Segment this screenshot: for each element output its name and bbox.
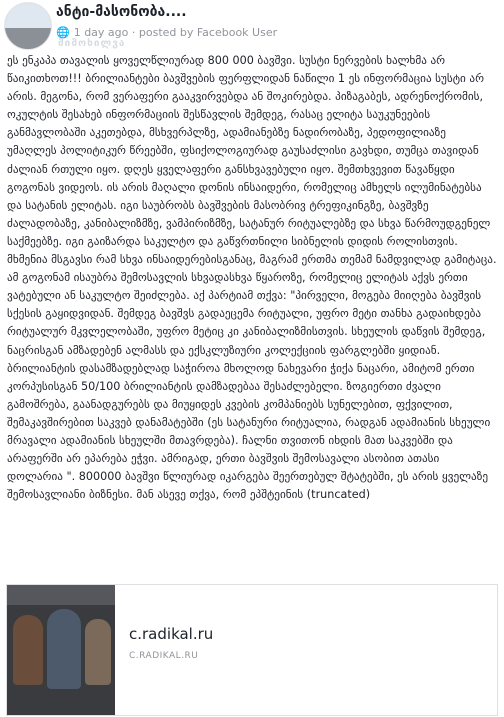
post-header	[0, 0, 504, 52]
avatar-sky	[5, 3, 51, 28]
link-title[interactable]: c.radikal.ru	[129, 625, 214, 643]
link-thumbnail[interactable]	[7, 585, 115, 715]
thumbnail-figure	[85, 619, 111, 685]
link-preview-card[interactable]	[6, 584, 498, 716]
thumbnail-figure	[13, 615, 43, 685]
page-avatar[interactable]	[4, 2, 52, 50]
post-timestamp[interactable]: 1 day ago · posted by Facebook User	[73, 26, 278, 39]
thumbnail-background	[7, 585, 115, 605]
avatar-ground	[5, 28, 51, 49]
post-author[interactable]: ანტი-მასონობა....	[56, 4, 187, 20]
thumbnail-figure	[47, 609, 81, 689]
link-domain: C.RADIKAL.RU	[129, 651, 199, 661]
watermark: მიმოხილვა	[58, 38, 126, 49]
globe-icon: 🌐	[56, 26, 70, 39]
post-body: ეს ენკაპა თავალის ყოველწლიურად 800 000 ბავშვი. სუსტი ნერვების ხალხმა არ წაიკითხოთ!!! ბრილიანტები ბავშვების ფერფლიდან ნაწილი 1 ეს ინფორმაცია სუსტი არ არის. მეგონა, რომ ვერაფერი გააკვირვებდა ან შოკირებდა. პიზაგაბეს, ადრენოქრომის, ოკულტის შესახებ ინფორმაციის შესწავლის შემდეგ, რასაც ელიტა საუკუნეების განმავლობაში აკეთებდა, მსხვერპლზე, ადამიანებზე ნადირობაზე, პედოფილიაზე უმაღლეს პოლიტიკურ წრეებში, ფსიქოლოგიურად გაუსაძლისი გავხდი, თუმცა თავიდან ძალიან რთული იყო. დღეს ყველაფერი განსხვავებული იყო. შემთხვევით წავაწყდი გოგონას ვიდეოს. ის არის მაღალი დონის ინსაიდერი, რომელიც ამხელს ილუმინატებსა და სატანის ელიტას. იგი საუბრობს ბავშვების მასობრივ ტრეფიკინგზე, ბავშვზე ძალადობაზე, კანიბალიზმზე, ვამპირიზმზე, სატანურ რიტუალებზე და სხვა წარმოუდგენელ საქმეებზე. იგი გაიზარდა საკულტო და გაწვრთნილი სიბნელის დიდის როლისთვის. მხმენია მსგავსი რამ სხვა ინსაიდერებისგანაც, მაგრამ ერთმა თემამ ნამდვილად გამიტაცა. ამ გოგონამ ისაუბრა შემოსავლის სხვადასხვა წყაროზე, რომელიც ელიტას აქვს ერთი ვატებული ან საკულტო შეიძლება. აქ პარტიამ თქვა: "პირველი, მოგება მიიღება ბავშვის სქესის გაყიდვიდან. შემდეგ ბავშვს გადაეცემა რიტუალი, უფრო მეტი თანხა გადაიხდება რიტუალურ მკვლელობაში, უფრო მეტიც კი კანიბალიზმისთვის. სხეულის დაწვის შემდეგ, ნაცრისგან ამზადებენ ალმასს და ექსკლუზიური კოლექციის ფარგლებში ყიდიან. ბრილიანტის დასამზადებლად საჭიროა მხოლოდ ნახევარი ჭიქა ნაცარი, ამიტომ ერთი კორპუსისგან 50/100 ბრილიანტის დამზადებაა შესაძლებელი. ზოგიერთი ძვალი გამოშრება, გაანადგურებს და მიუყიდეს კვების კომპანიებს სუნელებით, ფქვილით, შემაკავშირებით საკვებ დანამატებში (ეს სატანური რიტუალია, რადგან ადამიანის სხეული მრავალი ადამიანის სხეულში მთავრდება). ჩალნი თვითონ იხდის მათ საკვებში და არაფერში არ ეპარება ეჭვი. ამრიგად, ერთი ბავშვის შემოსავალი ასობით ათასი დოლარია ". 800000 ბავშვი წლიურად იკარგება შეერთებულ შტატებში, ეს არის ყველაზე შემოსავლიანი ბიზნესი. მან ასევე თქვა, რომ ეპშტეინის (truncated)	[7, 54, 497, 502]
